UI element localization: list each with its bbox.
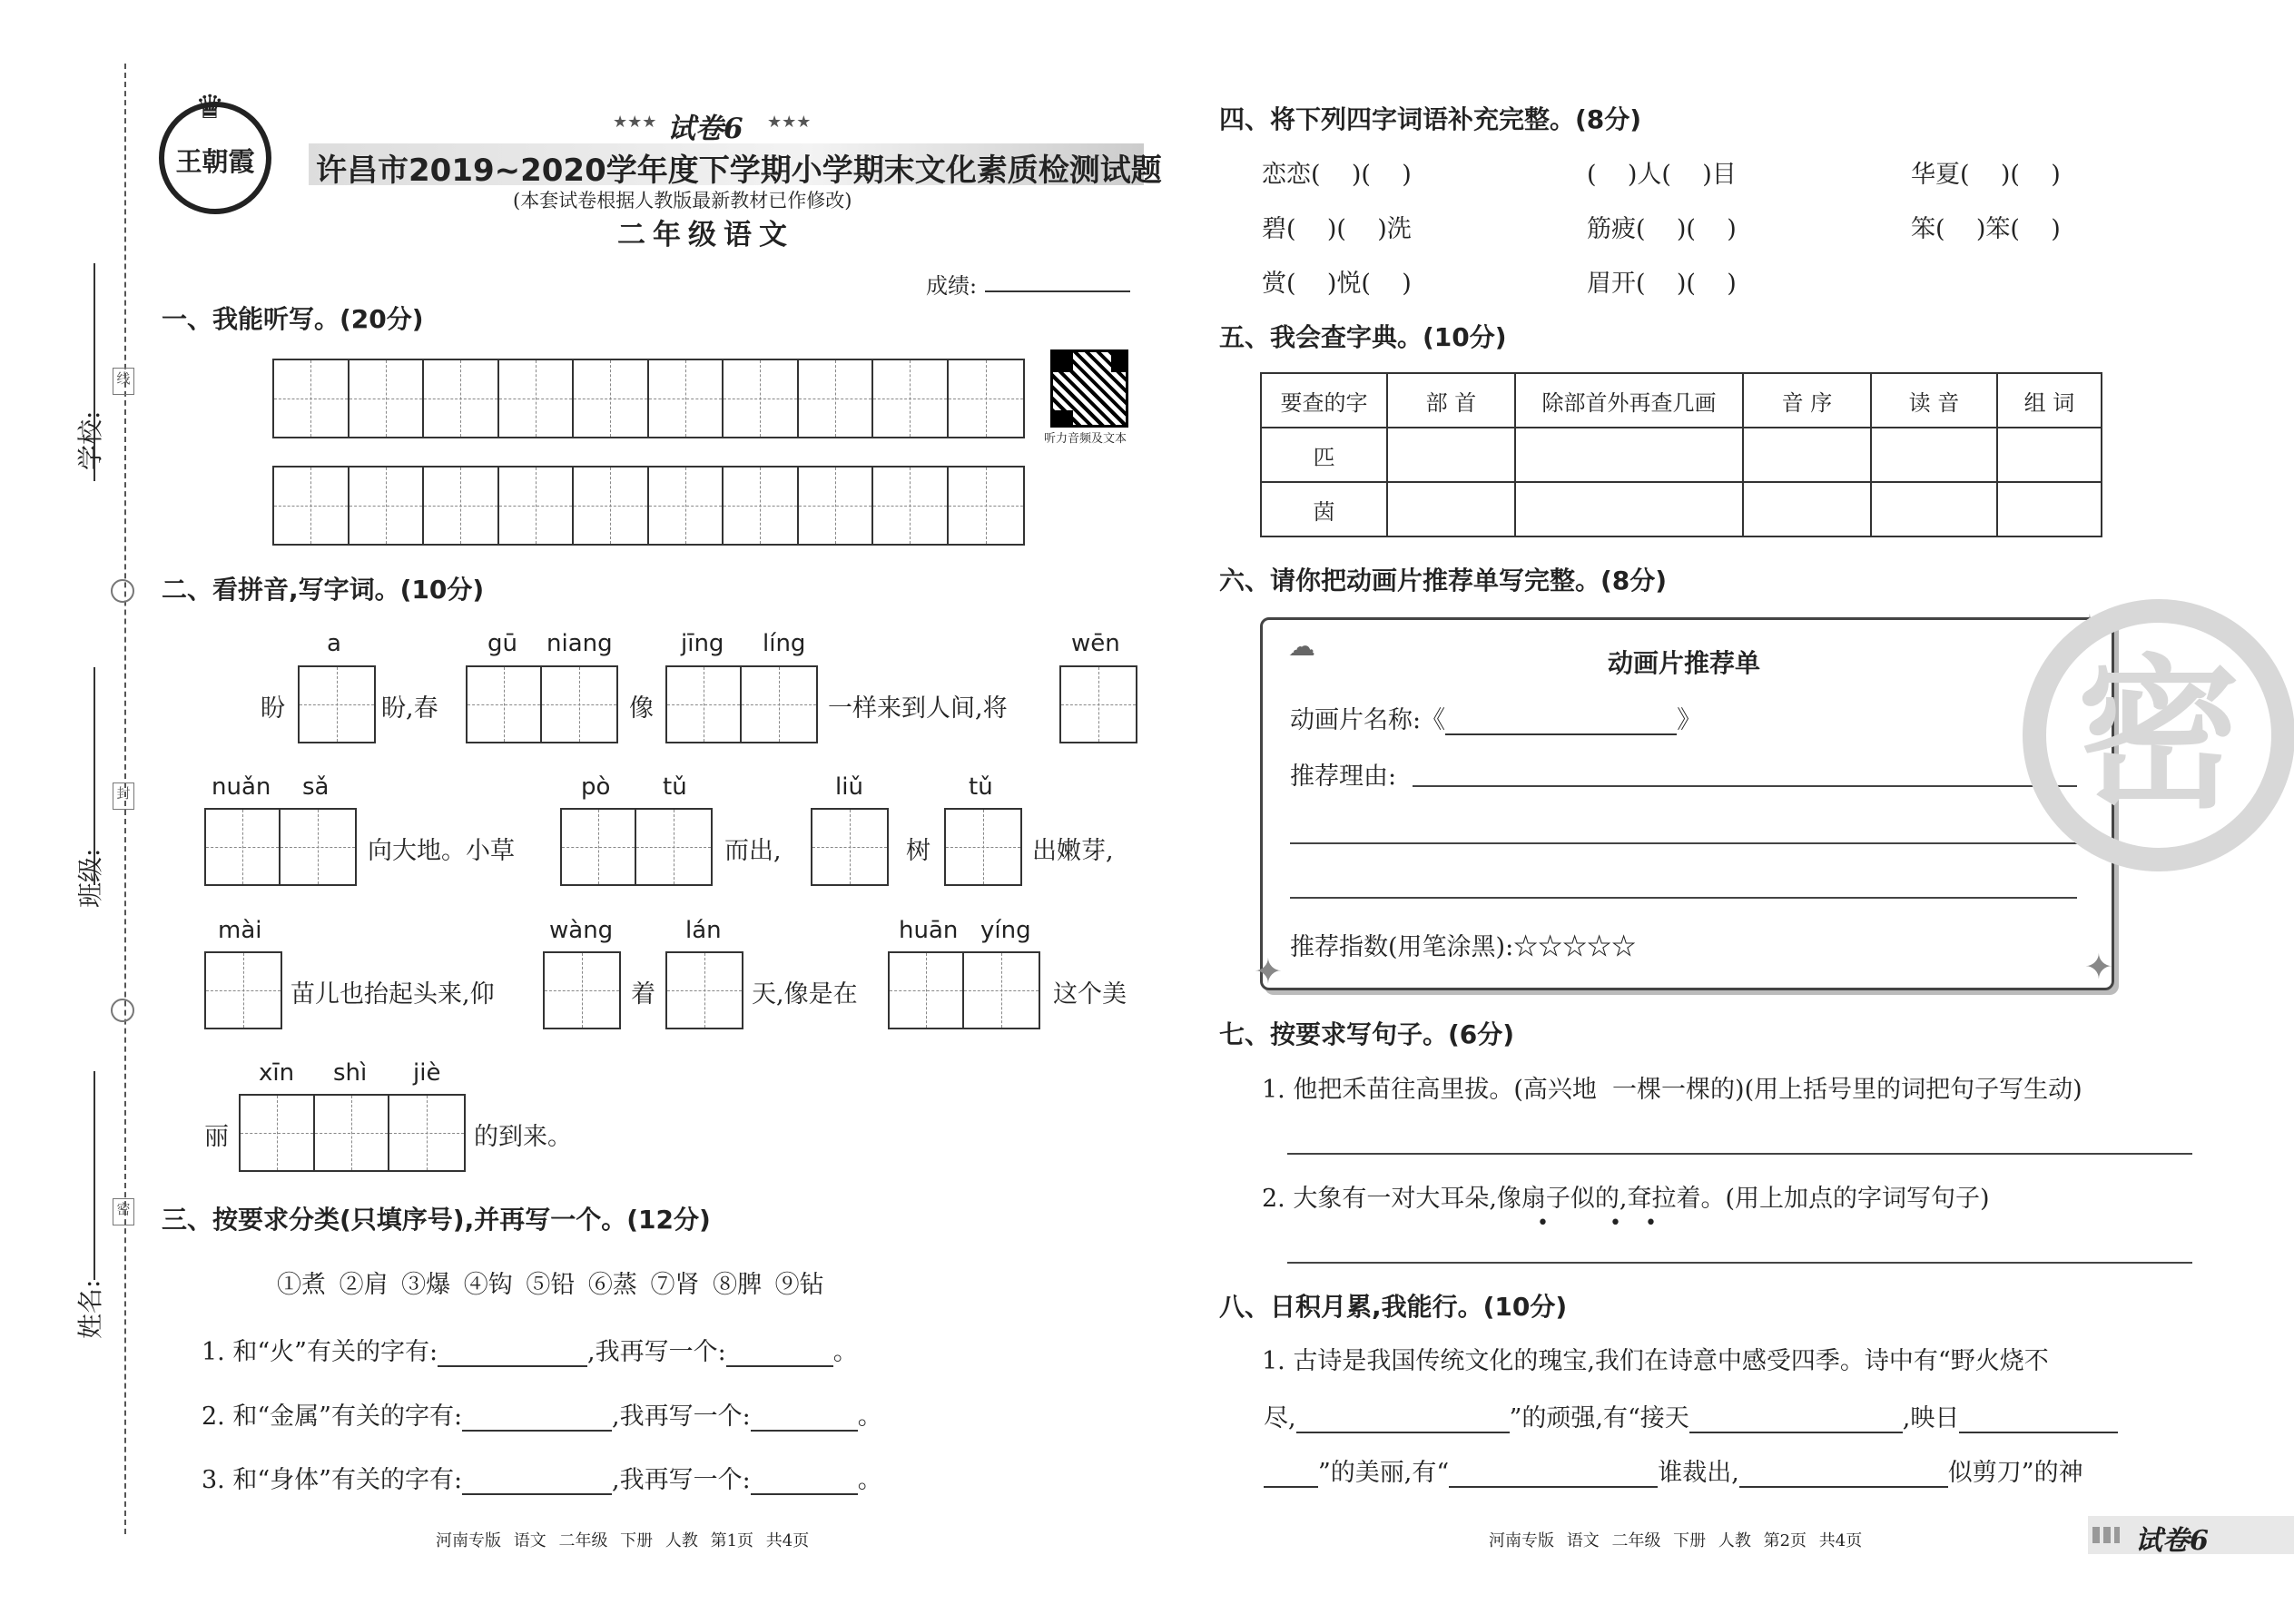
pinyin: mài [218,917,262,944]
pinyin: líng [763,630,806,657]
answer-box[interactable] [239,1094,466,1172]
idiom-item[interactable]: 赏( )悦( ) [1262,270,1412,298]
text: 着 [631,980,655,1009]
series-stars-right: ★★★ [767,113,812,132]
answer-box[interactable] [298,665,376,743]
answer-cell[interactable] [1515,482,1743,536]
blank[interactable] [1296,1432,1510,1433]
school-label: 学校: [75,410,105,470]
text: 像 [629,694,654,723]
text: 一样来到人间,将 [828,694,1008,723]
dictionary-table [1260,372,2102,537]
s8-line-2: 尽, ”的顽强,有“接天 ,映日 [1264,1398,2118,1433]
exam-title: 许昌市2019~2020学年度下学期小学期末文化素质检测试题 [316,153,1162,189]
pinyin: a [327,630,341,657]
reason-line-2[interactable] [1290,842,2077,844]
idiom-item[interactable]: 华夏( )( ) [1911,161,2061,189]
s4-title: 四、将下列四字词语补充完整。(8分) [1219,104,1642,134]
answer-cell[interactable] [1387,482,1515,536]
text: 天,像是在 [752,980,858,1009]
s3-options: ①煮 ②肩 ③爆 ④钩 ⑤铅 ⑥蒸 ⑦肾 ⑧脾 ⑨钻 [277,1271,824,1299]
answer-cell[interactable] [1871,482,1997,536]
idiom-item[interactable]: 筋疲( )( ) [1587,215,1737,243]
rating-stars[interactable]: ☆☆☆☆☆ [1513,933,1637,961]
column-header: 除部首外再查几画 [1515,373,1743,428]
answer-box[interactable] [466,665,618,743]
answer-box[interactable] [944,808,1022,886]
lookup-char: 茵 [1261,482,1387,536]
footer-dots-icon [2092,1527,2120,1543]
pinyin: jiè [413,1059,441,1087]
answer-box[interactable] [560,808,713,886]
blank[interactable] [1264,1486,1318,1488]
secret-watermark-icon: 密 [2023,599,2294,871]
blank[interactable] [438,1365,587,1367]
table-header-row [1261,373,2102,428]
s8-line-3: ”的美丽,有“ 谁裁出, 似剪刀”的神 [1264,1452,2083,1488]
idiom-item[interactable]: 碧( )( )洗 [1262,215,1412,243]
binding-hole-icon [111,579,134,603]
text: 而出, [724,837,782,865]
reason-line-1[interactable] [1413,785,2077,787]
series-label: 试卷6 [667,113,743,145]
s7-answer-line-2[interactable] [1287,1262,2192,1264]
star-icon: ✦ [1254,951,1283,991]
idiom-item[interactable]: ( )人( )目 [1587,161,1737,189]
recommendation-card [1254,607,2114,991]
answer-box[interactable] [888,951,1040,1029]
pinyin: wàng [549,917,614,944]
answer-box[interactable] [1059,665,1137,743]
logo-text: 王朝霞 [175,146,255,177]
text: 苗儿也抬起头来,仰 [290,980,495,1009]
column-header: 部 首 [1387,373,1515,428]
column-header: 音 序 [1743,373,1871,428]
answer-cell[interactable] [1871,428,1997,482]
s8-line-1: 1. 古诗是我国传统文化的瑰宝,我们在诗意中感受四季。诗中有“野火烧不 [1262,1347,2049,1375]
footer-badge: 试卷6 [2135,1525,2209,1557]
answer-cell[interactable] [1743,428,1871,482]
s7-q2: 2. 大象有一对大耳朵,像扇子似的,耷拉着。(用上加点的字词写句子) [1262,1185,1990,1213]
anime-name-field[interactable] [1445,733,1677,735]
score-label: 成绩: [926,273,978,299]
anime-name-row: 动画片名称:《 》 [1290,706,1702,734]
pinyin: gū [487,630,517,657]
pinyin: wēn [1071,630,1120,657]
answer-cell[interactable] [1387,428,1515,482]
seal-box-line: 线 [113,368,134,395]
class-label: 班级: [75,848,105,908]
text: 树 [906,837,930,865]
dictation-grid-row2[interactable] [272,466,1025,546]
series-stars-left: ★★★ [613,113,657,132]
idiom-item[interactable]: 笨( )笨( ) [1911,215,2061,243]
text: 的到来。 [474,1123,572,1151]
s7-answer-line-1[interactable] [1287,1153,2192,1155]
column-header: 要查的字 [1261,373,1387,428]
answer-cell[interactable] [1997,482,2102,536]
pinyin: yíng [980,917,1031,944]
blank[interactable] [462,1493,612,1495]
qr-code-icon [1050,349,1128,428]
score-field[interactable] [985,290,1130,292]
pinyin: tǔ [969,773,993,801]
column-header: 组 词 [1997,373,2102,428]
answer-box[interactable] [543,951,621,1029]
emphasis-dot: • [1645,1212,1657,1235]
answer-box[interactable] [204,808,357,886]
s1-title: 一、我能听写。(20分) [162,304,424,334]
pinyin: nuǎn [212,773,271,801]
answer-cell[interactable] [1997,428,2102,482]
answer-box[interactable] [204,951,282,1029]
blank[interactable] [1449,1486,1658,1488]
lookup-char: 匹 [1261,428,1387,482]
s3-title: 三、按要求分类(只填序号),并再写一个。(12分) [162,1205,711,1235]
reason-label: 推荐理由: [1290,763,1397,791]
star-icon: ✦ [2084,947,2113,987]
table-row [1261,482,2102,536]
idiom-item[interactable]: 眉开( )( ) [1587,270,1737,298]
text: 向大地。小草 [368,837,515,865]
text: 丽 [204,1123,229,1151]
footer-left: 河南专版 语文 二年级 下册 人教 第1页 共4页 [436,1531,810,1550]
pinyin: jīng [681,630,724,657]
dictation-grid-row1[interactable] [272,359,1025,438]
blank[interactable] [751,1493,858,1495]
blank[interactable] [751,1430,858,1432]
blank[interactable] [1689,1432,1903,1433]
text: 盼,春 [381,694,438,723]
s8-title: 八、日积月累,我能行。(10分) [1219,1292,1568,1322]
s3-q2: 2. 和“金属”有关的字有: ,我再写一个: 。 [202,1403,882,1431]
s7-title: 七、按要求写句子。(6分) [1219,1019,1515,1049]
binding-margin [0,0,136,1624]
rating-row: 推荐指数(用笔涂黑):☆☆☆☆☆ [1290,933,1637,961]
pinyin: niang [546,630,613,657]
reason-line-3[interactable] [1290,897,2077,899]
pinyin: pò [581,773,611,801]
cloud-icon: ☁ [1288,631,1315,663]
blank[interactable] [1959,1432,2118,1433]
s3-q1: 1. 和“火”有关的字有: ,我再写一个: 。 [202,1338,858,1366]
answer-box[interactable] [665,665,818,743]
grade-subject: 二年级语文 [617,219,794,251]
s3-q3: 3. 和“身体”有关的字有: ,我再写一个: 。 [202,1466,882,1494]
pinyin: huān [899,917,959,944]
seal-box-secret: 密 [113,1198,134,1225]
answer-cell[interactable] [1743,482,1871,536]
pinyin: xīn [259,1059,295,1087]
answer-box[interactable] [811,808,889,886]
qr-caption: 听力音频及文本 [1044,432,1127,446]
answer-box[interactable] [665,951,743,1029]
emphasis-dot: • [1610,1212,1621,1235]
binding-hole-icon [111,999,134,1022]
seal-box-seal: 封 [113,782,134,810]
name-label: 姓名: [75,1279,105,1339]
table-row [1261,428,2102,482]
text: 这个美 [1053,980,1127,1009]
s6-title: 六、请你把动画片推荐单写完整。(8分) [1219,566,1668,595]
pinyin: lán [685,917,722,944]
pinyin: shì [333,1059,368,1087]
text: 盼 [261,694,285,723]
s5-title: 五、我会查字典。(10分) [1219,322,1507,352]
answer-cell[interactable] [1515,428,1743,482]
card-title: 动画片推荐单 [1608,648,1761,678]
blank[interactable] [1739,1486,1948,1488]
pinyin: sǎ [302,773,330,801]
pinyin: tǔ [663,773,687,801]
column-header: 读 音 [1871,373,1997,428]
idiom-item[interactable]: 恋恋( )( ) [1262,161,1412,189]
logo-badge [159,89,271,214]
blank[interactable] [462,1430,612,1432]
footer-right: 河南专版 语文 二年级 下册 人教 第2页 共4页 [1489,1531,1863,1550]
pinyin: liǔ [835,773,863,801]
star-icon: ✦ [2075,607,2104,647]
name-field-line [94,1071,95,1280]
exam-subtitle: (本套试卷根据人教版最新教材已作修改) [513,190,852,212]
text: 出嫩芽, [1032,837,1114,865]
logo-crown-icon: ♛ [195,89,225,126]
emphasis-dot: • [1537,1212,1549,1235]
blank[interactable] [726,1365,833,1367]
s7-q1: 1. 他把禾苗往高里拔。(高兴地 一棵一棵的)(用上括号里的词把句子写生动) [1262,1076,2082,1104]
s2-title: 二、看拼音,写字词。(10分) [162,575,485,605]
